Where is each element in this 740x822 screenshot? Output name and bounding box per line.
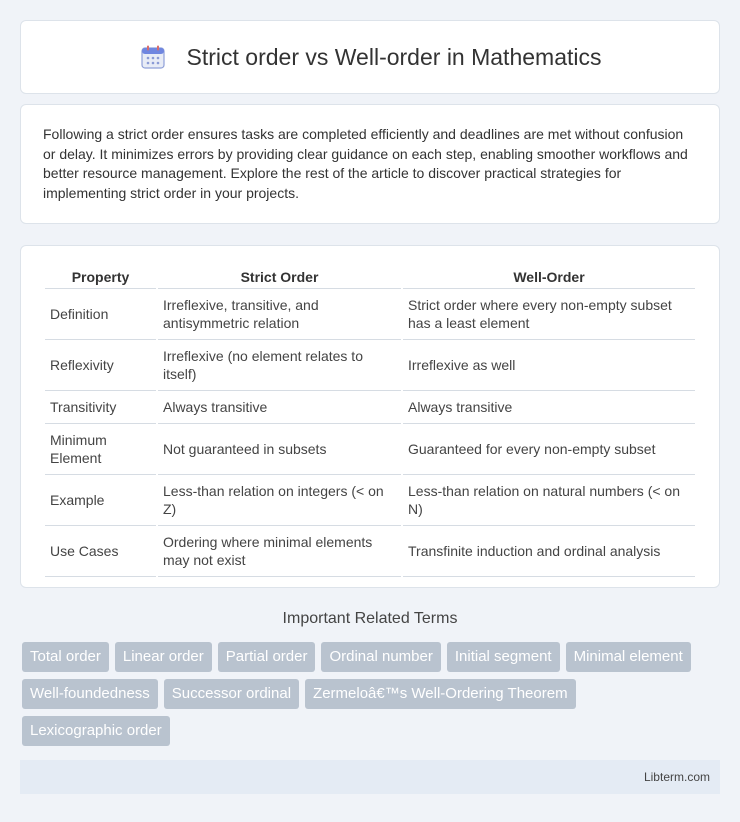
comparison-table — [43, 264, 697, 577]
table-row — [45, 289, 695, 340]
related-term-tag[interactable]: Initial segment — [447, 642, 560, 672]
table-row — [45, 391, 695, 424]
comparison-card — [20, 245, 720, 588]
related-term-tag[interactable]: Lexicographic order — [22, 716, 170, 746]
intro-card — [20, 104, 720, 224]
table-cell: Guaranteed for every non-empty subset — [403, 424, 695, 475]
related-term-tag[interactable]: Minimal element — [566, 642, 691, 672]
table-cell: Always transitive — [158, 391, 401, 424]
table-cell: Reflexivity — [45, 340, 156, 391]
table-row — [45, 526, 695, 577]
related-term-tag[interactable]: Well-foundedness — [22, 679, 158, 709]
column-header: Well-Order — [403, 264, 695, 289]
table-cell: Irreflexive (no element relates to itself) — [158, 340, 401, 391]
table-row — [45, 475, 695, 526]
table-cell: Transitivity — [45, 391, 156, 424]
table-row — [45, 340, 695, 391]
intro-paragraph: Following a strict order ensures tasks are completed efficiently and deadlines are met without confusion or delay. It minimizes errors by providing clear guidance on each step, enabling smoother workflows and better resource management. Explore the rest of the article to discover practical strategies for implementing strict order in your projects. — [43, 126, 688, 201]
table-cell: Less-than relation on natural numbers (< on N) — [403, 475, 695, 526]
related-term-tag[interactable]: Ordinal number — [321, 642, 440, 672]
table-cell: Transfinite induction and ordinal analysis — [403, 526, 695, 577]
table-cell: Use Cases — [45, 526, 156, 577]
table-header-row — [45, 264, 695, 289]
table-cell: Irreflexive, transitive, and antisymmetric relation — [158, 289, 401, 340]
footer-brand-link[interactable]: Libterm.com — [643, 770, 710, 784]
related-term-tag[interactable]: Partial order — [218, 642, 316, 672]
table-cell: Strict order where every non-empty subset has a least element — [403, 289, 695, 340]
table-row — [45, 424, 695, 475]
table-cell: Less-than relation on integers (< on Z) — [158, 475, 401, 526]
column-header: Strict Order — [158, 264, 401, 289]
related-term-tag[interactable]: Successor ordinal — [164, 679, 299, 709]
table-cell: Example — [45, 475, 156, 526]
column-header: Property — [45, 264, 156, 289]
related-term-tag[interactable]: Zermeloâ€™s Well-Ordering Theorem — [305, 679, 576, 709]
related-term-tag[interactable]: Linear order — [115, 642, 212, 672]
related-terms-list — [22, 642, 718, 753]
table-cell: Definition — [45, 289, 156, 340]
related-terms-title: Important Related Terms — [282, 610, 458, 627]
footer — [20, 760, 720, 794]
table-cell: Always transitive — [403, 391, 695, 424]
page-title: Strict order vs Well-order in Mathematics — [186, 43, 602, 70]
related-term-tag[interactable]: Total order — [22, 642, 109, 672]
header-card — [20, 20, 720, 94]
table-cell: Not guaranteed in subsets — [158, 424, 401, 475]
calendar-icon — [139, 43, 167, 71]
table-cell: Ordering where minimal elements may not exist — [158, 526, 401, 577]
table-cell: Minimum Element — [45, 424, 156, 475]
table-cell: Irreflexive as well — [403, 340, 695, 391]
